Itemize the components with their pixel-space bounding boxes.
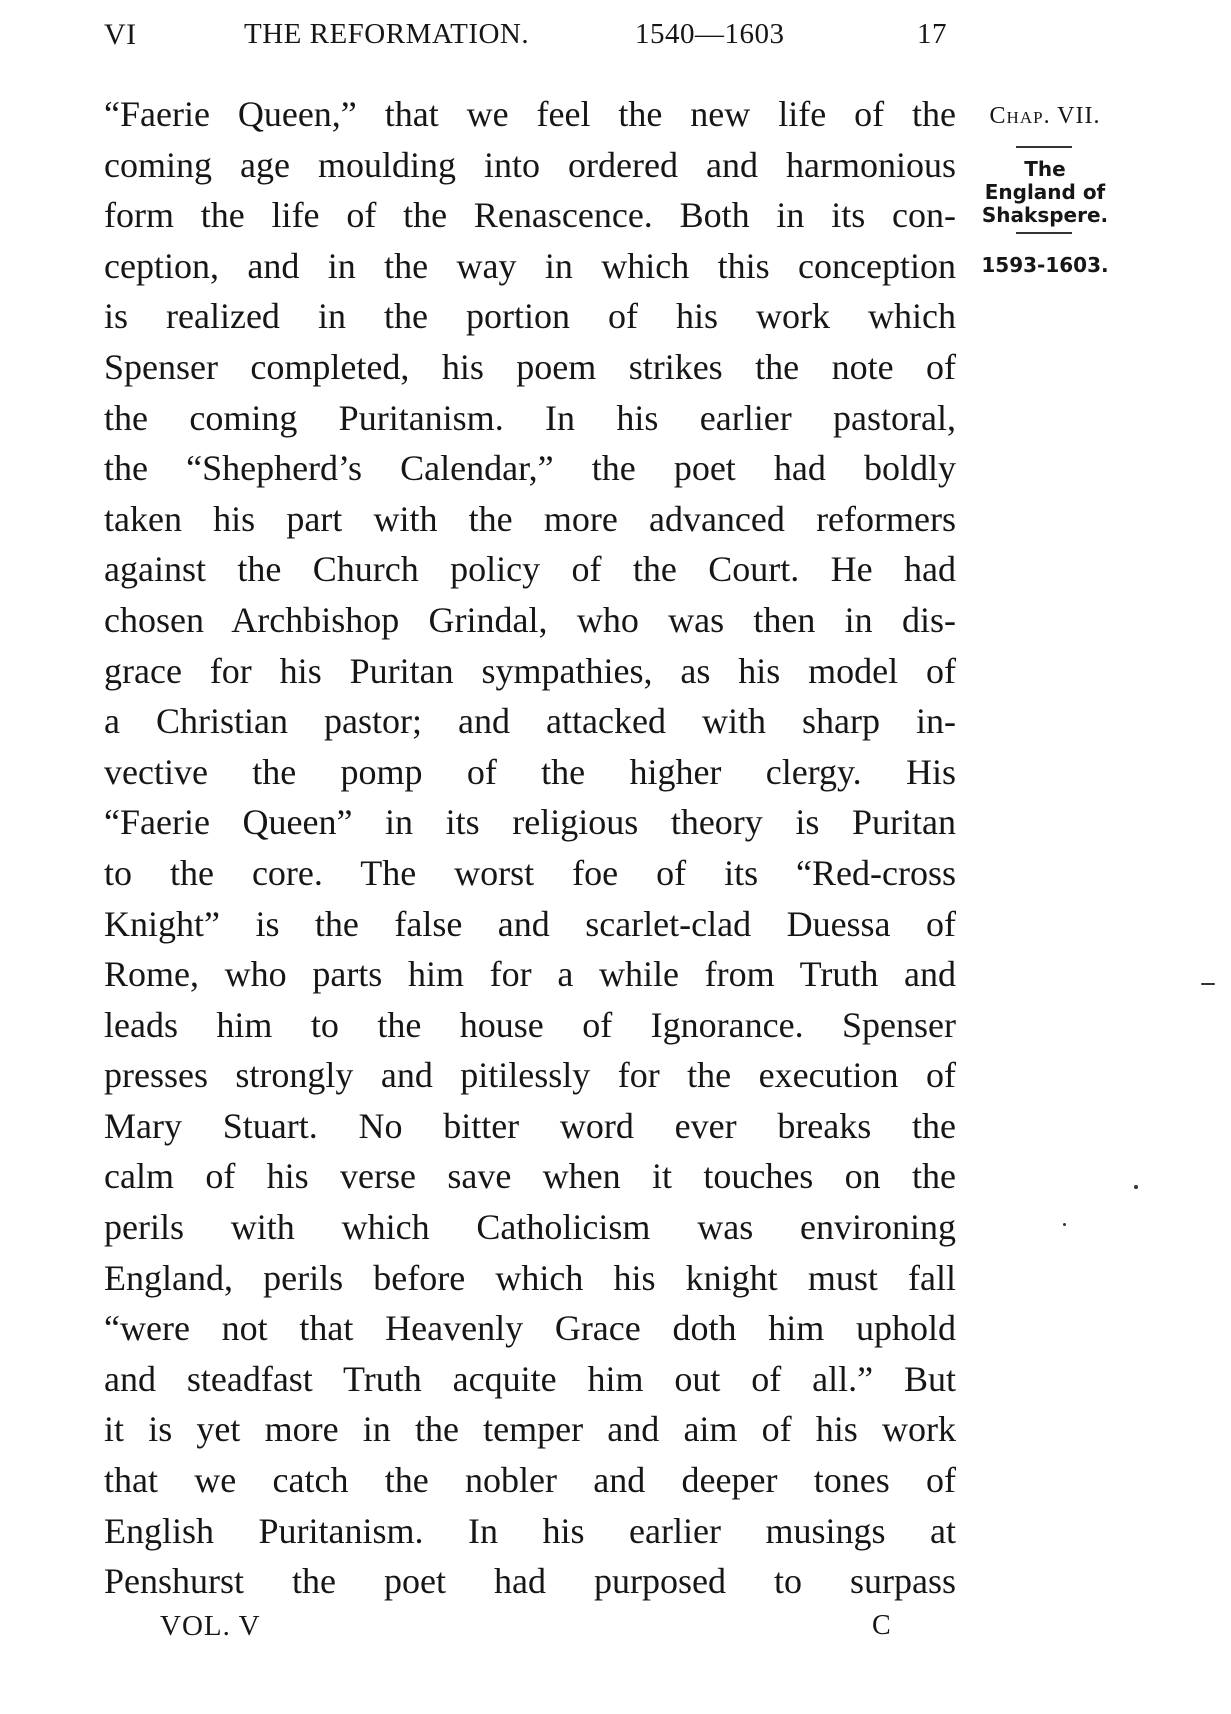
ink-speck: [1201, 983, 1215, 985]
text-line: and steadfast Truth acquite him out of all.” But: [104, 1358, 956, 1399]
text-line: Rome, who parts him for a while from Truth and: [104, 954, 956, 995]
footer-volume: VOL. V: [160, 1610, 261, 1642]
sidenote-section-title: [966, 158, 1124, 227]
text-line: Mary Stuart. No bitter word ever breaks the: [104, 1105, 956, 1146]
text-line: Knight” is the false and scarlet-clad Duessa of: [104, 903, 956, 944]
running-head-years: 1540—1603: [635, 18, 785, 50]
text-line: to the core. The worst foe of its “Red-cross: [104, 852, 956, 893]
text-line: it is yet more in the temper and aim of his work: [104, 1409, 956, 1450]
text-line: is realized in the portion of his work which: [104, 296, 956, 337]
text-line: grace for his Puritan sympathies, as his model of: [104, 650, 956, 691]
text-line: “Faerie Queen,” that we feel the new life of the: [104, 94, 956, 134]
running-head-title: THE REFORMATION.: [244, 18, 530, 50]
sidenote-chapter: Chap. VII.: [989, 103, 1101, 129]
text-line: England, perils before which his knight must fall: [104, 1257, 956, 1298]
ink-speck: [1134, 1185, 1138, 1189]
sidenote-dates: 1593-1603.: [981, 253, 1109, 277]
text-line: calm of his verse save when it touches on the: [104, 1156, 956, 1197]
text-line: Penshurst the poet had purposed to surpass: [104, 1561, 956, 1602]
text-line: chosen Archbishop Grindal, who was then in dis-: [104, 599, 956, 640]
ink-speck: [1063, 1223, 1066, 1226]
text-line: presses strongly and pitilessly for the execution of: [104, 1055, 956, 1096]
sidenote-rule: [1016, 232, 1072, 234]
text-line: against the Church policy of the Court. He had: [104, 549, 956, 590]
footer-signature-mark: C: [872, 1610, 892, 1641]
text-line: vective the pomp of the higher clergy. His: [104, 751, 956, 792]
text-line: taken his part with the more advanced reformers: [104, 498, 956, 539]
text-line: “were not that Heavenly Grace doth him uphold: [104, 1308, 956, 1349]
text-line: the coming Puritanism. In his earlier pastoral,: [104, 397, 956, 438]
text-line: English Puritanism. In his earlier musings at: [104, 1510, 956, 1551]
text-line: Spenser completed, his poem strikes the note of: [104, 346, 956, 387]
sidenote-rule: [1016, 146, 1072, 148]
text-line: form the life of the Renascence. Both in its con-: [104, 195, 956, 236]
text-line: leads him to the house of Ignorance. Spenser: [104, 1004, 956, 1045]
text-line: a Christian pastor; and attacked with sharp in-: [104, 701, 956, 742]
text-line: coming age moulding into ordered and harmonious: [104, 144, 956, 185]
text-line: the “Shepherd’s Calendar,” the poet had boldly: [104, 448, 956, 489]
running-head-part: VI: [104, 18, 137, 51]
text-line: ception, and in the way in which this conception: [104, 245, 956, 286]
running-head: [0, 18, 1231, 58]
page-number: 17: [917, 18, 947, 50]
sidenote-section-line: Shakspere.: [981, 203, 1109, 227]
text-line: “Faerie Queen” in its religious theory is Puritan: [104, 802, 956, 843]
text-line: perils with which Catholicism was environing: [104, 1207, 956, 1248]
text-line: that we catch the nobler and deeper tones of: [104, 1460, 956, 1501]
main-text-block: [104, 89, 956, 1607]
sidenote-section-line: England of: [984, 180, 1106, 204]
sidenote-section-line: The: [1024, 157, 1066, 181]
